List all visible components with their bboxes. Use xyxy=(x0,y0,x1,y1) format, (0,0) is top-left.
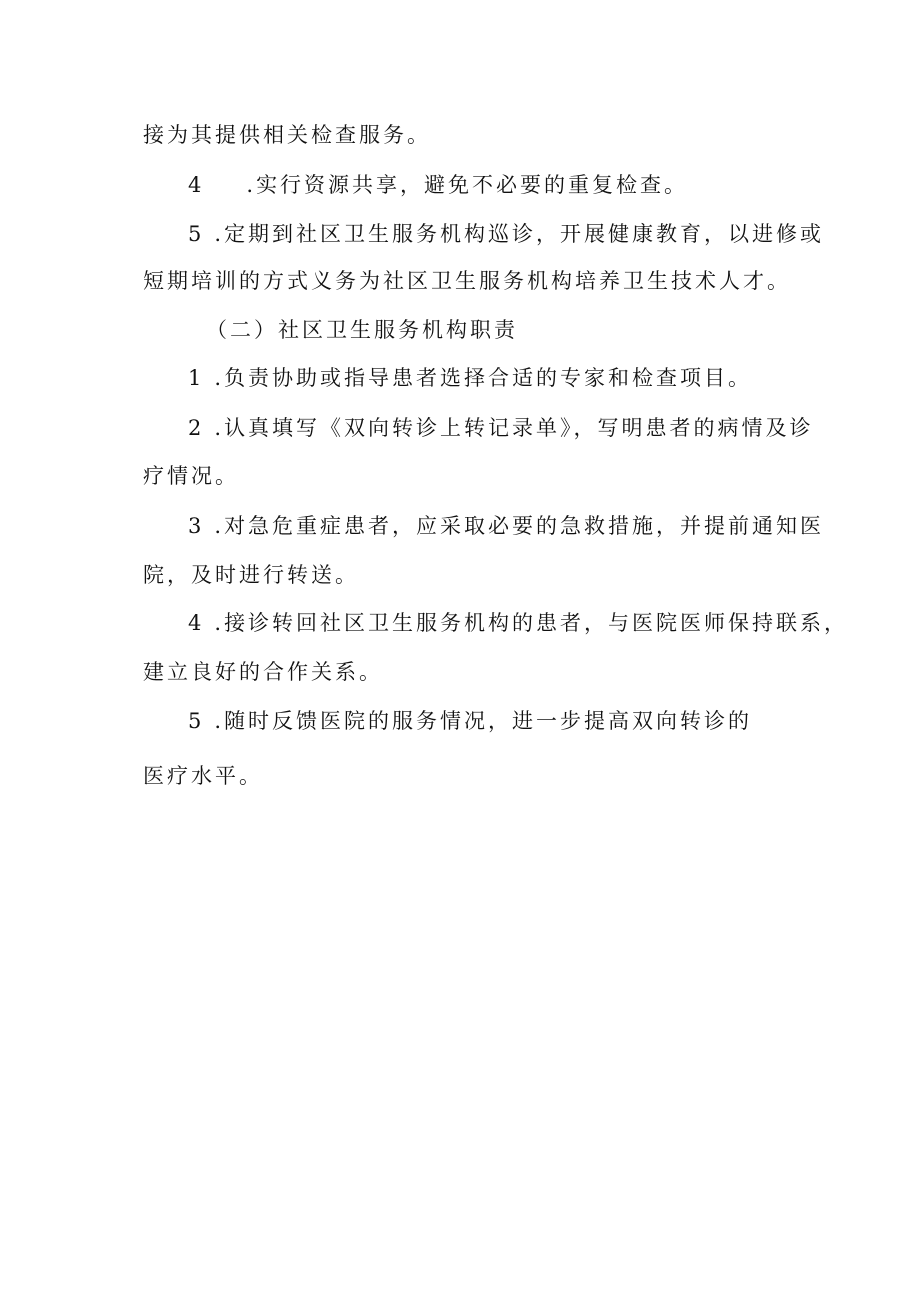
line-text: 院，及时进行转送。 xyxy=(143,563,359,587)
text-line xyxy=(143,462,239,490)
text-line xyxy=(143,121,431,149)
item-number: 2 xyxy=(188,416,205,440)
line-text: 负责协助或指导患者选择合适的专家和检查项目。 xyxy=(224,366,753,390)
text-line xyxy=(143,561,359,589)
numbered-item xyxy=(188,707,752,735)
item-number: 4 xyxy=(188,611,205,635)
line-text: 对急危重症患者，应采取必要的急救措施，并提前通知医 xyxy=(224,514,825,538)
numbered-item xyxy=(188,512,824,540)
item-dot: . xyxy=(214,222,225,246)
numbered-item xyxy=(188,171,688,199)
item-dot: . xyxy=(214,366,225,390)
numbered-item xyxy=(188,414,814,442)
line-text: 接诊转回社区卫生服务机构的患者，与医院医师保持联系， xyxy=(224,611,849,635)
line-text: 接为其提供相关检查服务。 xyxy=(143,123,431,147)
text-line xyxy=(143,762,263,790)
line-text: 认真填写《双向转诊上转记录单》，写明患者的病情及诊 xyxy=(224,416,814,440)
numbered-item xyxy=(188,609,848,637)
text-line xyxy=(143,267,791,295)
item-dot: . xyxy=(214,514,225,538)
item-number: 1 xyxy=(188,366,205,390)
section-heading xyxy=(206,316,518,344)
line-text: （二）社区卫生服务机构职责 xyxy=(206,318,518,342)
item-number: 4 xyxy=(188,173,205,197)
numbered-item xyxy=(188,220,824,248)
item-dot: . xyxy=(214,416,225,440)
item-dot: . xyxy=(214,611,225,635)
line-text: 实行资源共享，避免不必要的重复检查。 xyxy=(256,173,689,197)
item-number: 5 xyxy=(188,222,205,246)
line-text: 疗情况。 xyxy=(143,464,239,488)
item-dot: . xyxy=(214,709,225,733)
item-number: 3 xyxy=(188,514,205,538)
line-text: 医疗水平。 xyxy=(143,764,263,788)
item-dot: . xyxy=(246,173,257,197)
text-line xyxy=(143,658,383,686)
line-text: 定期到社区卫生服务机构巡诊，开展健康教育，以进修或 xyxy=(224,222,825,246)
line-text: 短期培训的方式义务为社区卫生服务机构培养卫生技术人才。 xyxy=(143,269,791,293)
line-text: 随时反馈医院的服务情况，进一步提高双向转诊的 xyxy=(224,709,753,733)
line-text: 建立良好的合作关系。 xyxy=(143,660,383,684)
item-number: 5 xyxy=(188,709,205,733)
numbered-item xyxy=(188,364,752,392)
